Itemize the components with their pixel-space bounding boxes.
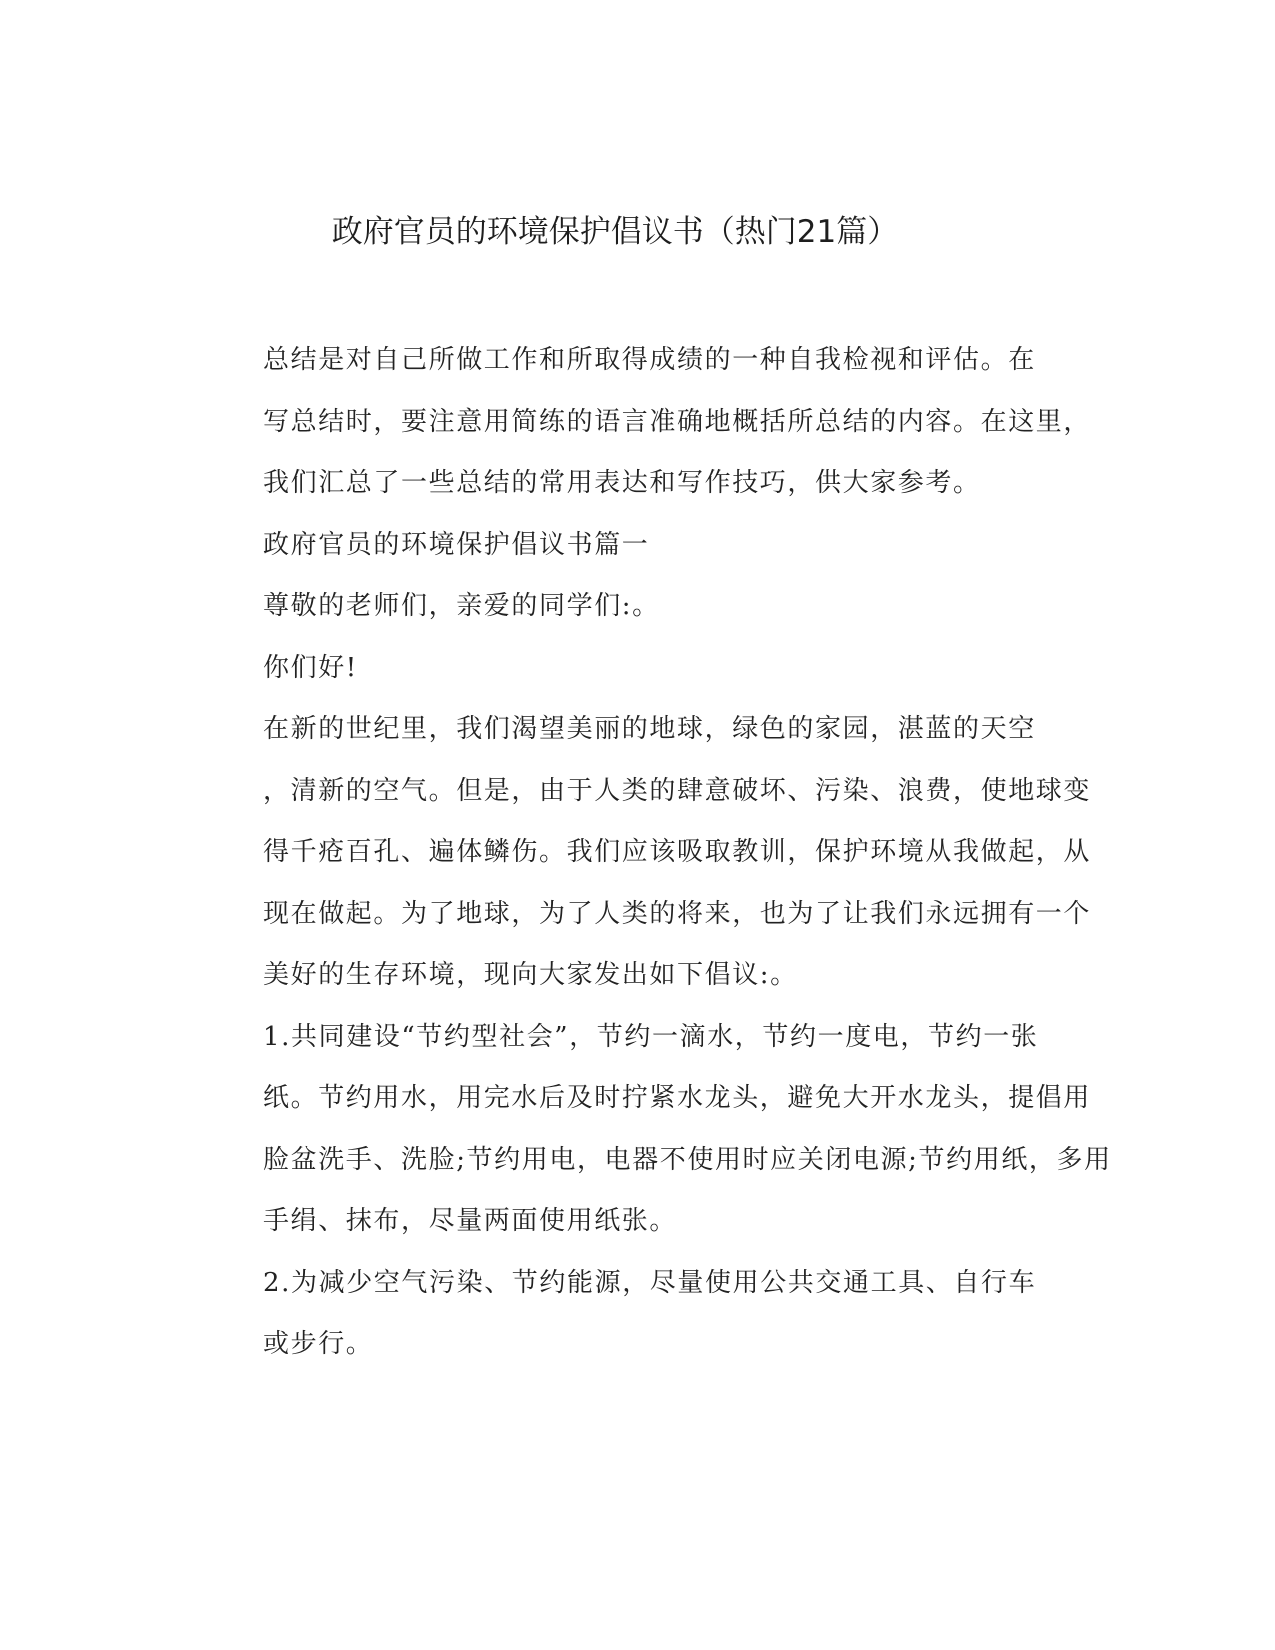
text-line: 纸。节约用水，用完水后及时拧紧水龙头，避免大开水龙头，提倡用: [263, 1083, 1092, 1113]
text-line: 写总结时，要注意用简练的语言准确地概括所总结的内容。在这里，: [263, 406, 1092, 437]
text-line: 脸盆洗手、洗脸;节约用电，电器不使用时应关闭电源;节约用纸，多用: [263, 1144, 1112, 1175]
text-line: 政府官员的环境保护倡议书篇一: [263, 529, 650, 560]
text-line: 2.为减少空气污染、节约能源，尽量使用公共交通工具、自行车: [263, 1267, 1037, 1298]
text-line: 尊敬的老师们，亲爱的同学们:。: [263, 591, 660, 621]
text-line: 得千疮百孔、遍体鳞伤。我们应该吸取教训，保护环境从我做起，从: [263, 837, 1092, 867]
document-title: 政府官员的环境保护倡议书（热门21篇）: [331, 214, 899, 250]
text-line: 在新的世纪里，我们渴望美丽的地球，绿色的家园，湛蓝的天空: [263, 714, 1036, 744]
body-paragraph: [189, 699, 1092, 1007]
document-body: [189, 330, 1112, 1376]
text-line: 现在做起。为了地球，为了人类的将来，也为了让我们永远拥有一个: [263, 898, 1092, 929]
text-line: 或步行。: [263, 1329, 374, 1359]
proposal-item-1: [189, 1007, 1112, 1253]
text-line: 你们好!: [263, 652, 358, 683]
text-line: 总结是对自己所做工作和所取得成绩的一种自我检视和评估。在: [263, 345, 1036, 375]
salutation: [189, 576, 1069, 638]
greeting: [189, 638, 1069, 700]
text-line: 我们汇总了一些总结的常用表达和写作技巧，供大家参考。: [263, 468, 981, 498]
text-line: 手绢、抹布，尽量两面使用纸张。: [263, 1206, 678, 1236]
text-line: 美好的生存环境，现向大家发出如下倡议:。: [263, 960, 798, 990]
text-line: ，清新的空气。但是，由于人类的肆意破坏、污染、浪费，使地球变: [263, 775, 1092, 806]
section-heading: [189, 515, 1069, 577]
text-line: 1.共同建设“节约型社会”，节约一滴水，节约一度电，节约一张: [263, 1021, 1039, 1052]
intro-paragraph: [189, 330, 1092, 515]
proposal-item-2: [189, 1253, 1069, 1376]
